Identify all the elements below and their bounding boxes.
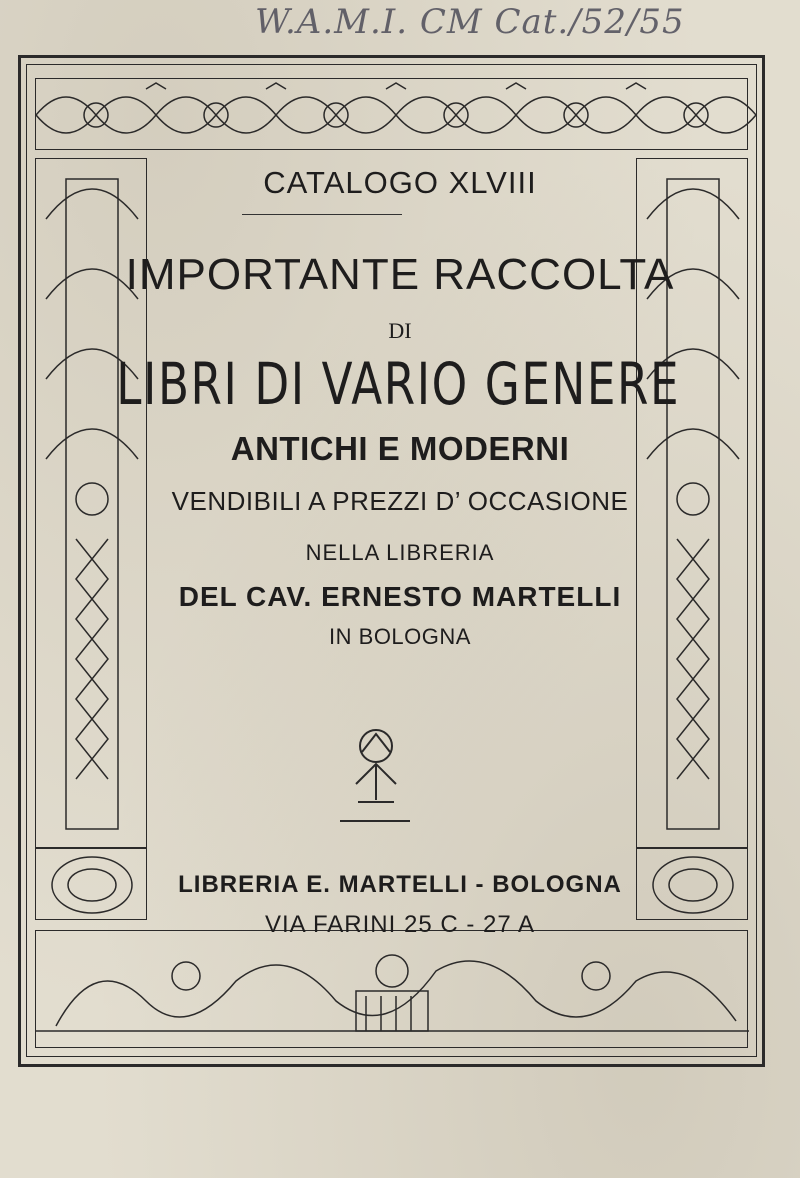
printer-mark-icon [336,722,416,812]
mark-rule [340,820,410,822]
bookseller-name: DEL CAV. ERNESTO MARTELLI [178,581,622,612]
bottom-frieze [35,930,748,1048]
headline: IMPORTANTE RACCOLTA [125,250,675,299]
top-ornament-band [35,78,748,150]
publisher-line: LIBRERIA E. MARTELLI - BOLOGNA [178,871,622,898]
address-line: VIA FARINI 25 C - 27 A [264,911,536,938]
bookshop-intro: NELLA LIBRERIA [305,540,495,565]
bottom-frieze-pattern [36,931,749,1049]
catalogue-number: CATALOGO XLVIII [263,165,537,200]
preposition-di: DI [388,318,412,343]
subtitle: ANTICHI E MODERNI [230,430,570,467]
city-line: IN BOLOGNA [329,624,471,649]
handwritten-note: W.A.M.I. CM Cat./52/55 [255,2,685,42]
main-title: LIBRI DI VARIO GENERE [116,350,681,418]
top-ornament-pattern [36,79,749,151]
price-note: VENDIBILI A PREZZI D’ OCCASIONE [171,486,629,516]
title-rule [242,214,402,215]
